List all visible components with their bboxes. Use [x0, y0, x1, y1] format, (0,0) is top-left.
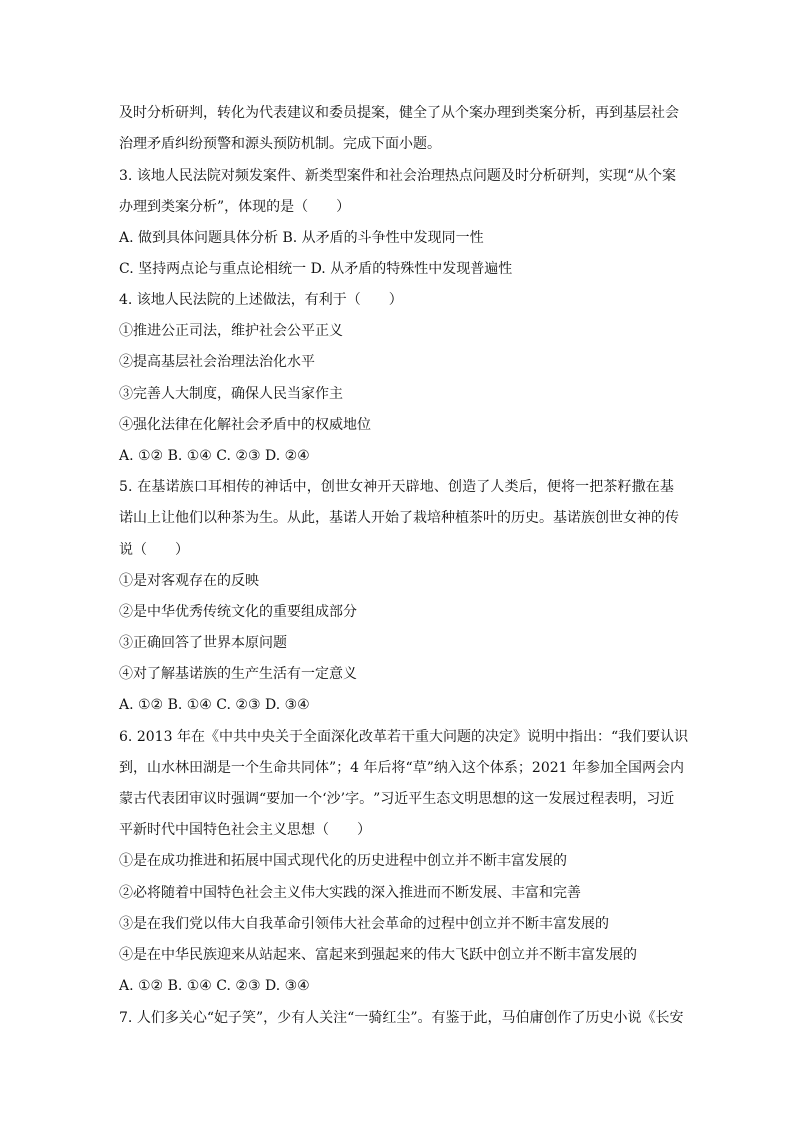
statement-item: ③完善人大制度，确保人民当家作主: [119, 386, 343, 402]
question-5-stem: 诺 山 上 让 他 们 以 种 茶 为 生 。 从 此 ， 基 诺 人 开 始 了 栽 培 种 植 茶 叶 的 历 史 。 基 诺 族 创 世 女 神 的 传: [119, 510, 679, 526]
question-5-stem: 5 . 在 基 诺 族 口 耳 相 传 的 神 话 中 ， 创 世 女 神 开 天 辟 地 、 创 造 了 人 类 后 ， 便 将 一 把 茶 籽 撒 在 基: [119, 479, 674, 495]
question-3-options: C. 坚持两点论与重点论相统一 D. 从矛盾的特殊性中发现普遍性: [119, 261, 513, 277]
question-4-stem: 4. 该地人民法院的上述做法，有利于（ ）: [119, 292, 403, 308]
question-6-stem: 到 ， 山 水 林 田 湖 是 一 个 生 命 共 同 体 ” ； 4 年 后 将 “ 草 ” 纳 入 这 个 体 系 ； 2 0 2 1 年 参 加 全 国 两 会 内: [119, 760, 685, 776]
statement-item: ②是中华优秀传统文化的重要组成部分: [119, 604, 357, 620]
question-3-stem: 3 . 该 地 人 民 法 院 对 频 发 案 件 、 新 类 型 案 件 和 社 会 治 理 热 点 问 题 及 时 分 析 研 判 ， 实 现 “ 从 个 案: [119, 168, 676, 184]
statement-item: ②必将随着中国特色社会主义伟大实践的深入推进而不断发展、丰富和完善: [119, 885, 581, 901]
question-6-stem: 蒙 古 代 表 团 审 议 时 强 调 “ 要 加 一 个 ‘ 沙 ’ 字 。 ” 习 近 平 生 态 文 明 思 想 的 这 一 发 展 过 程 表 明 ， 习 近: [119, 791, 675, 807]
question-3-stem: 办理到类案分析”，体现的是（ ）: [119, 199, 351, 215]
statement-item: ②提高基层社会治理法治化水平: [119, 354, 315, 370]
statement-item: ①推进公正司法，维护社会公平正义: [119, 323, 343, 339]
statement-item: ①是在成功推进和拓展中国式现代化的历史进程中创立并不断丰富发展的: [119, 853, 567, 869]
question-6-options: A. ①② B. ①④ C. ②③ D. ③④: [119, 978, 310, 994]
text-line: 治理矛盾纠纷预警和源头预防机制。完成下面小题。: [119, 136, 441, 152]
statement-item: ④是在中华民族迎来从站起来、富起来到强起来的伟大飞跃中创立并不断丰富发展的: [119, 947, 637, 963]
question-3-options: A. 做到具体问题具体分析 B. 从矛盾的斗争性中发现同一性: [119, 230, 484, 246]
question-6-stem: 平新时代中国特色社会主义思想（ ）: [119, 822, 371, 838]
question-7-stem: 7 . 人 们 多 关 心 “ 妃 子 笑 ” ， 少 有 人 关 注 “ 一 骑 红 尘 ” 。 有 鉴 于 此 ， 马 伯 庸 创 作 了 历 史 小 说 《 长 安: [119, 1010, 684, 1026]
text-line: 及 时 分 析 研 判 ， 转 化 为 代 表 建 议 和 委 员 提 案 ， 健 全 了 从 个 案 办 理 到 类 案 分 析 ， 再 到 基 层 社 会: [119, 105, 679, 121]
statement-item: ③正确回答了世界本原问题: [119, 635, 287, 651]
question-5-options: A. ①② B. ①④ C. ②③ D. ③④: [119, 697, 310, 713]
statement-item: ①是对客观存在的反映: [119, 573, 259, 589]
question-6-stem: 6 . 2 0 1 3 年 在 《 中 共 中 央 关 于 全 面 深 化 改 革 若 干 重 大 问 题 的 决 定 》 说 明 中 指 出 ： “ 我 们 要 认 识: [119, 729, 689, 745]
statement-item: ④强化法律在化解社会矛盾中的权威地位: [119, 417, 371, 433]
question-4-options: A. ①② B. ①④ C. ②③ D. ②④: [119, 448, 310, 464]
question-5-stem: 说（ ）: [119, 542, 189, 558]
statement-item: ④对了解基诺族的生产生活有一定意义: [119, 666, 357, 682]
statement-item: ③是在我们党以伟大自我革命引领伟大社会革命的过程中创立并不断丰富发展的: [119, 916, 609, 932]
